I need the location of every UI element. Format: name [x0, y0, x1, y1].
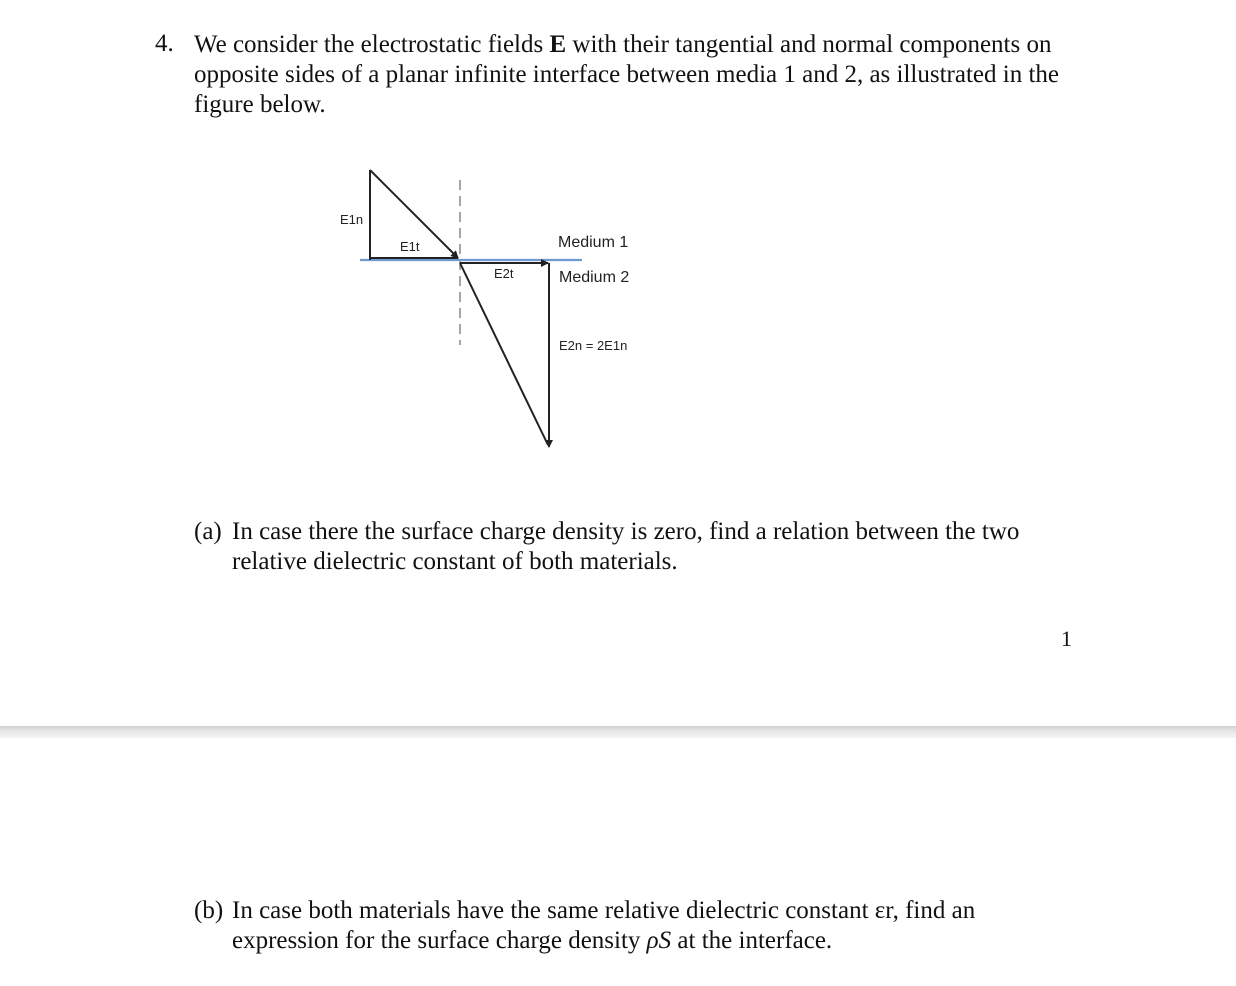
label-medium-1: Medium 1 [558, 234, 629, 251]
part-b-text-pre: In case both materials have the same relative dielectric constant εr, find an expression for the surface charge density [232, 897, 976, 954]
part-b [194, 896, 1074, 956]
label-e2t: E2t [494, 266, 514, 281]
page-2 [0, 738, 1236, 986]
question-intro-post: with their tangential and normal components on opposite sides of a planar infinite interface between media 1 and 2, as illustrated in the figure below. [194, 31, 1059, 118]
diagram-svg [330, 160, 670, 460]
part-b-text-post: at the interface. [671, 927, 833, 954]
field-symbol-bold: E [549, 31, 567, 58]
interface-field-diagram [330, 160, 670, 460]
e2-vector [460, 263, 548, 445]
part-a [194, 517, 1074, 577]
question-intro [194, 30, 1094, 120]
label-e1t: E1t [400, 239, 420, 254]
part-b-tag: (b) [194, 897, 224, 924]
rho-s-symbol: ρS [646, 927, 672, 954]
page-number: 1 [1061, 626, 1072, 651]
part-b-text [194, 896, 1074, 956]
label-medium-2: Medium 2 [559, 269, 630, 286]
label-e2n-relation: E2n = 2E1n [559, 338, 628, 353]
page-separator [0, 726, 1236, 738]
part-a-tag: (a) [194, 518, 222, 545]
question-number: 4. [155, 30, 174, 57]
label-e1n: E1n [340, 212, 364, 227]
question-intro-pre: We consider the electrostatic fields [194, 31, 550, 58]
part-a-text: In case there the surface charge density is zero, find a relation between the two relative dielectric constant of both materials. [232, 518, 1020, 575]
